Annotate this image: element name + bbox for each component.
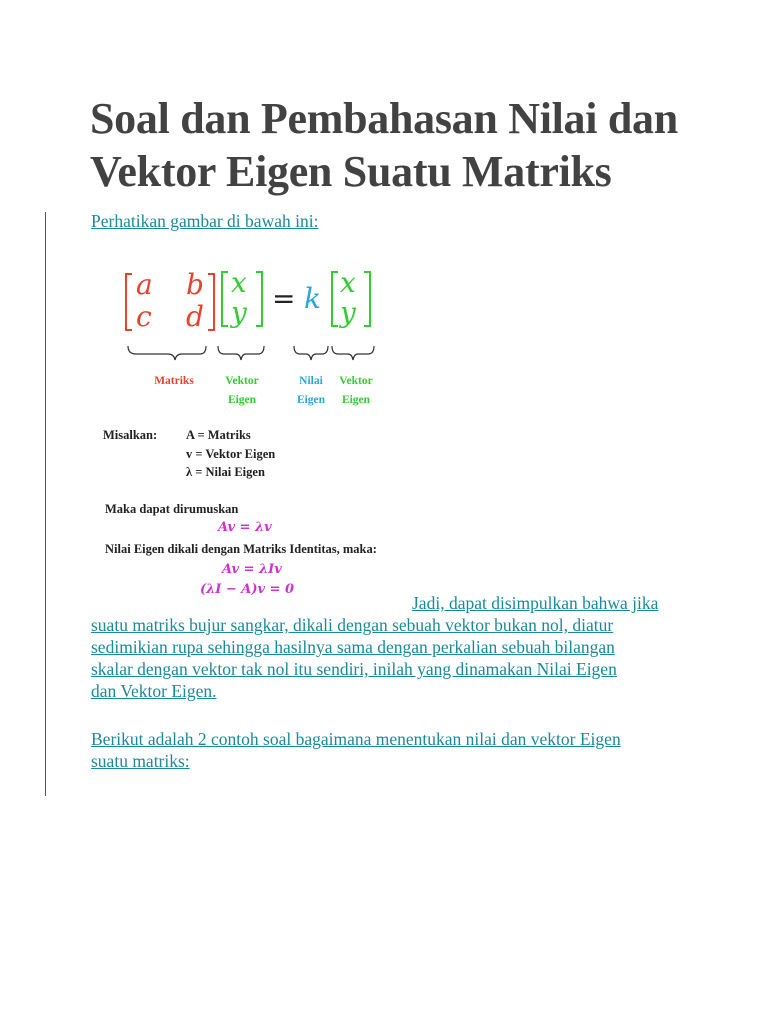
label-matriks: Matriks <box>154 375 194 387</box>
definition-a: A = Matriks <box>186 428 251 442</box>
conclusion-link[interactable] <box>91 592 691 702</box>
scalar-k: k <box>304 282 321 315</box>
conclusion-line-3: sedimikian rupa sehingga hasilnya sama dengan perkalian sebuah bilangan <box>91 637 615 657</box>
vector2-x: x <box>340 266 356 299</box>
eigen-figure <box>100 262 420 612</box>
matrix-d: d <box>186 300 204 333</box>
vector2-y: y <box>340 296 356 329</box>
matrix-c: c <box>136 300 152 333</box>
matrix-b: b <box>186 268 204 301</box>
vector1-x: x <box>231 266 247 299</box>
conclusion-line-4: skalar dengan vektor tak nol itu sendiri, inilah yang dinamakan Nilai Eigen <box>91 659 617 679</box>
maka-text: Maka dapat dirumuskan <box>105 502 239 516</box>
definition-v: v = Vektor Eigen <box>186 447 276 461</box>
vector1-y: y <box>231 296 247 329</box>
conclusion-line-2: suatu matriks bujur sangkar, dikali dengan sebuah vektor bukan nol, diatur <box>91 615 614 635</box>
formula-av-lambdav: Av = λv <box>218 520 272 535</box>
examples-line-2: suatu matriks: <box>91 751 190 771</box>
formula-characteristic: (λI − A)v = 0 <box>200 582 295 597</box>
examples-link[interactable] <box>91 728 691 772</box>
equals-sign: = <box>272 282 296 315</box>
intro-link[interactable]: Perhatikan gambar di bawah ini: <box>91 211 319 231</box>
misalkan-label: Misalkan: <box>103 428 158 442</box>
label-nilai-eigen: Nilai Eigen <box>296 375 326 406</box>
underbraces <box>128 346 374 360</box>
conclusion-line-1: Jadi, dapat disimpulkan bahwa jika <box>412 593 659 613</box>
page-title: Soal dan Pembahasan Nilai dan Vektor Eigen Suatu Matriks <box>90 94 678 196</box>
matrix-a: a <box>136 268 153 301</box>
nilai-eigen-text: Nilai Eigen dikali dengan Matriks Identitas, maka: <box>105 542 377 556</box>
conclusion-line-5: dan Vektor Eigen. <box>91 681 217 701</box>
definition-lambda: λ = Nilai Eigen <box>186 465 265 479</box>
examples-line-1: Berikut adalah 2 contoh soal bagaimana menentukan nilai dan vektor Eigen <box>91 729 621 749</box>
label-vektor-eigen-2: Vektor Eigen <box>339 375 373 406</box>
label-vektor-eigen-1: Vektor Eigen <box>225 375 259 406</box>
quote-left-rule <box>45 212 46 796</box>
formula-av-lambdaiv: Av = λIv <box>222 562 282 577</box>
